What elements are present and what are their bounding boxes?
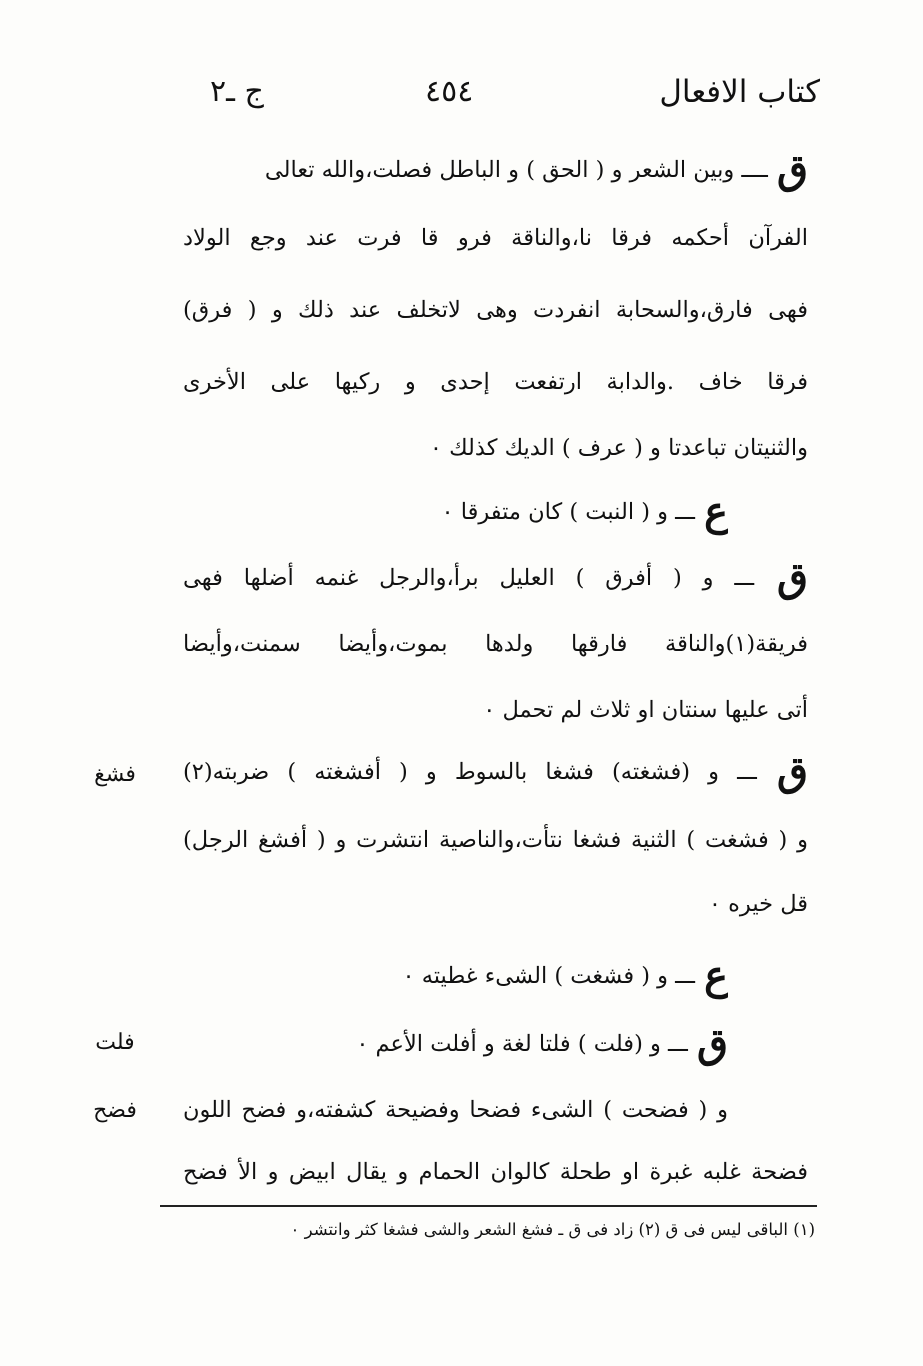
line-text: ـــ و (فشغته) فشغا بالسوط و ( أفشغته ) ضربته(٢) bbox=[183, 759, 757, 785]
line-text: ــــ وبين الشعر و ( الحق ) و الباطل فصلت،والله تعالى bbox=[264, 157, 768, 183]
line-text: ـــ و ( النبت ) كان متفرقا ٠ bbox=[441, 499, 695, 525]
section-marker: ق bbox=[696, 1024, 728, 1067]
margin-note: فلت bbox=[95, 1030, 135, 1055]
line-text: أتى عليها سنتان او ثلاث لم تحمل ٠ bbox=[483, 697, 808, 723]
text-line bbox=[183, 624, 808, 668]
line-text: و ( فضحت ) الشىء فضحا وفضيحة كشفته،و فضح اللون bbox=[183, 1097, 728, 1123]
line-text: الفرآن أحكمه فرقا نا،والناقة فرو قا فرت عند وجع الولاد bbox=[183, 225, 808, 251]
section-marker: ق bbox=[776, 752, 808, 795]
line-text: و ( فشغت ) الثنية فشغا نتأت،والناصية انتشرت و ( أفشغ الرجل) bbox=[183, 827, 808, 853]
section-marker: ق bbox=[776, 558, 808, 601]
line-text: فريقة(١)والناقة فارقها ولدها بموت،وأيضا سمنت،وأيضا bbox=[183, 631, 808, 657]
line-text: فضحة غلبه غبرة او طحلة كالوان الحمام و يقال ابيض و الأ فضح bbox=[183, 1159, 808, 1185]
section-marker: ع bbox=[704, 492, 728, 535]
text-line bbox=[183, 492, 728, 536]
text-line bbox=[183, 290, 808, 334]
text-line bbox=[183, 218, 808, 262]
text-line bbox=[183, 558, 808, 602]
text-line bbox=[183, 1024, 728, 1068]
section-marker: ع bbox=[704, 956, 728, 999]
line-text: فهى فارق،والسحابة انفردت وهى لاتخلف عند ذلك و ( فرق) bbox=[183, 297, 808, 323]
text-line bbox=[183, 150, 808, 194]
section-marker: ق bbox=[776, 150, 808, 193]
page-header bbox=[190, 74, 820, 124]
line-text: ـــ و ( أفرق ) العليل برأ،والرجل غنمه أضلها فهى bbox=[183, 565, 755, 591]
text-line bbox=[183, 884, 808, 928]
line-text: ـــ و ( فشغت ) الشىء غطيته ٠ bbox=[402, 963, 695, 989]
book-title: كتاب الافعال bbox=[659, 74, 820, 110]
page-number: ٤٥٤ bbox=[425, 74, 474, 109]
text-line bbox=[183, 1090, 728, 1134]
text-line bbox=[183, 362, 808, 406]
volume-label: ج ـ٢ bbox=[210, 74, 264, 109]
text-line bbox=[183, 1152, 808, 1196]
line-text: والثنيتان تباعدتا و ( عرف ) الديك كذلك ٠ bbox=[429, 435, 808, 461]
text-line bbox=[183, 820, 808, 864]
footnote-divider bbox=[160, 1205, 817, 1207]
line-text: فرقا خاف .والدابة ارتفعت إحدى و ركيها على الأخرى bbox=[183, 369, 808, 395]
text-line bbox=[183, 752, 808, 796]
text-line bbox=[183, 956, 728, 1000]
line-text: ـــ و (فلت ) فلتا لغة و أفلت الأعم ٠ bbox=[356, 1031, 688, 1057]
margin-note: فضح bbox=[93, 1098, 137, 1123]
line-text: قل خيره ٠ bbox=[708, 891, 808, 917]
text-line bbox=[183, 428, 808, 472]
margin-note: فشغ bbox=[94, 762, 136, 787]
footnote: (١) الباقى ليس فى ق (٢) زاد فى ق ـ فشغ الشعر والشى فشغا كثر وانتشر ٠ bbox=[290, 1220, 815, 1239]
text-line bbox=[183, 690, 808, 734]
